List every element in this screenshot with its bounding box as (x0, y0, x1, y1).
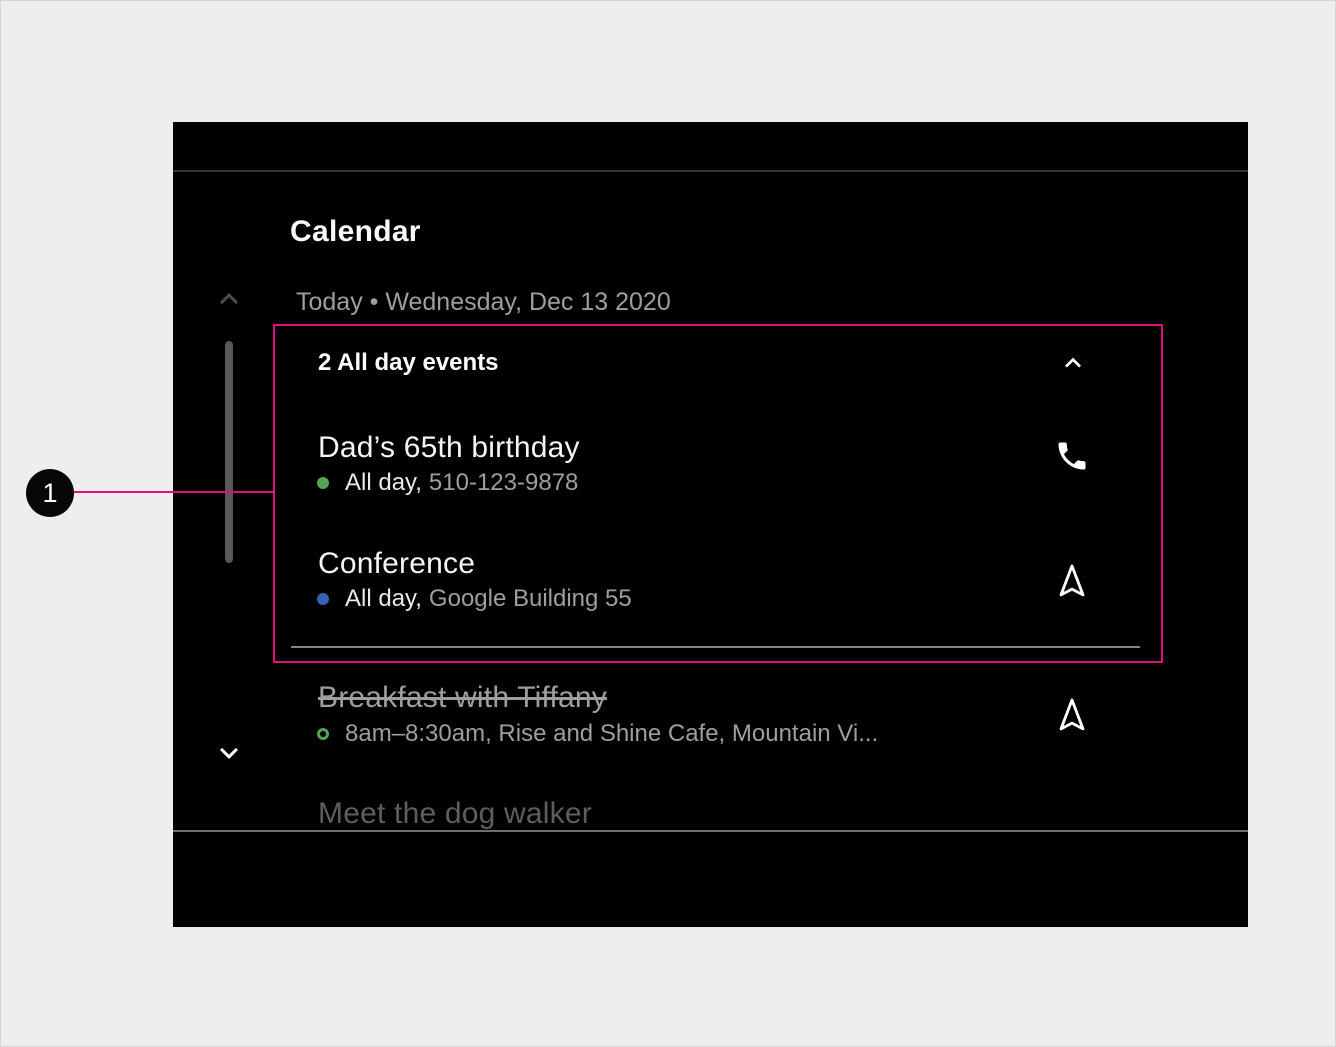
scrollbar-thumb[interactable] (225, 341, 233, 563)
event-title: Breakfast with Tiffany (318, 681, 607, 714)
event-detail: Google Building 55 (428, 585, 632, 612)
scroll-down-button[interactable] (211, 735, 247, 771)
event-subtitle (317, 468, 578, 498)
event-row-conference[interactable] (318, 545, 475, 583)
event-detail: 510-123-9878 (428, 469, 579, 496)
calendar-color-ring-dot (317, 728, 329, 740)
navigate-button[interactable] (1052, 561, 1092, 601)
event-row-dads-birthday[interactable] (318, 429, 580, 467)
event-time: All day, (345, 585, 422, 612)
date-header: Today • Wednesday, Dec 13 2020 (296, 288, 671, 316)
event-detail: 8am–8:30am, Rise and Shine Cafe, Mountain Vi... (345, 720, 879, 747)
annotation-leader-line (50, 491, 275, 493)
event-title: Conference (318, 547, 476, 580)
call-button[interactable] (1054, 438, 1090, 474)
phone-icon (1054, 438, 1090, 474)
event-title: Dad’s 65th birthday (318, 431, 580, 464)
annotation-marker-1: 1 (26, 469, 74, 517)
event-subtitle (317, 584, 632, 614)
status-bar (173, 122, 1248, 172)
navigate-button[interactable] (1052, 695, 1092, 735)
event-subtitle (317, 719, 878, 749)
event-time: All day, (345, 469, 422, 496)
event-row-breakfast[interactable] (318, 679, 607, 717)
page-title: Calendar (290, 215, 421, 248)
allday-group-header: 2 All day events (318, 349, 499, 376)
calendar-color-dot (317, 593, 329, 605)
calendar-color-dot (317, 477, 329, 489)
chevron-up-icon (1057, 347, 1089, 379)
content-bottom-edge (173, 830, 1248, 832)
event-title: Meet the dog walker (318, 797, 592, 830)
collapse-group-button[interactable] (1057, 347, 1089, 379)
event-row-dog-walker[interactable] (318, 795, 592, 833)
navigation-icon (1052, 695, 1092, 735)
group-divider (291, 646, 1140, 648)
chevron-up-icon (211, 281, 247, 317)
chevron-down-icon (211, 735, 247, 771)
navigation-icon (1052, 561, 1092, 601)
car-display-screen (173, 122, 1248, 927)
scroll-up-button[interactable] (211, 281, 247, 317)
